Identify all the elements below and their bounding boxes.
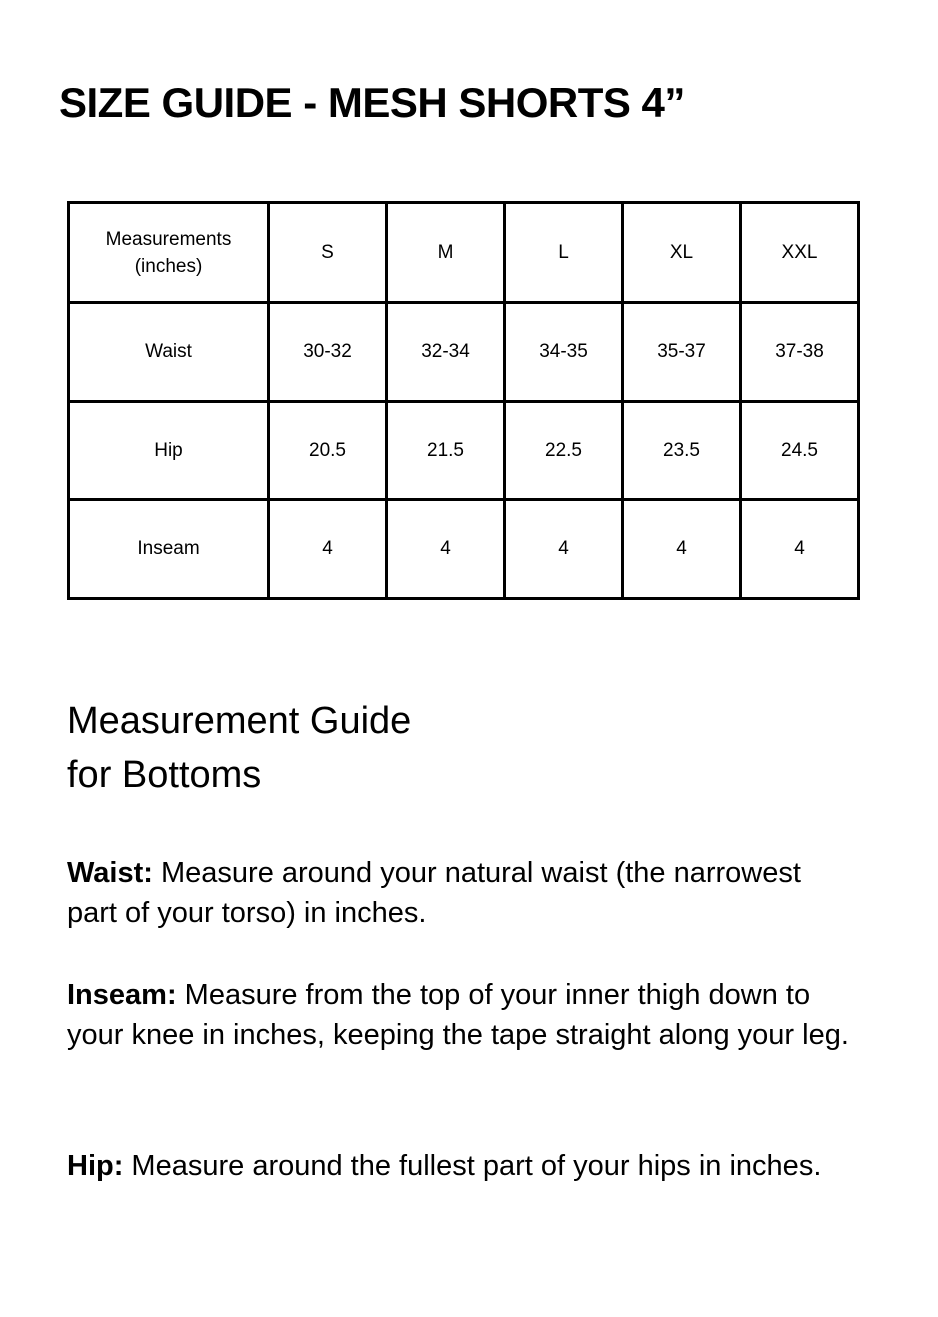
guide-term: Waist: — [67, 857, 153, 889]
row-label: Waist — [69, 303, 269, 402]
table-cell: 4 — [505, 500, 623, 599]
header-size-l: L — [505, 203, 623, 303]
guide-title — [67, 694, 411, 802]
table-cell: 23.5 — [623, 402, 741, 500]
table-cell: 34-35 — [505, 303, 623, 402]
table-cell: 37-38 — [741, 303, 859, 402]
table-row-inseam — [69, 500, 859, 599]
page-title: SIZE GUIDE - MESH SHORTS 4” — [59, 79, 685, 126]
table-cell: 21.5 — [387, 402, 505, 500]
table-header-row — [69, 203, 859, 303]
table-cell: 4 — [741, 500, 859, 599]
header-size-xl: XL — [623, 203, 741, 303]
guide-term: Inseam: — [67, 979, 177, 1011]
guide-item-waist — [67, 853, 857, 933]
table-cell: 30-32 — [269, 303, 387, 402]
header-size-s: S — [269, 203, 387, 303]
row-label: Inseam — [69, 500, 269, 599]
guide-item-hip — [67, 1146, 857, 1186]
header-size-m: M — [387, 203, 505, 303]
guide-title-line1: Measurement Guide — [67, 700, 412, 742]
header-measurements-line1: Measurements — [105, 228, 232, 250]
guide-text: Measure around your natural waist (the narrowest part of your torso) in inches. — [67, 857, 801, 929]
row-label: Hip — [69, 402, 269, 500]
table-cell: 4 — [623, 500, 741, 599]
table-row-hip — [69, 402, 859, 500]
table-cell: 4 — [387, 500, 505, 599]
guide-item-inseam — [67, 975, 857, 1055]
header-measurements-line2: (inches) — [134, 255, 203, 277]
header-size-xxl: XXL — [741, 203, 859, 303]
guide-term: Hip: — [67, 1150, 124, 1182]
table-cell: 32-34 — [387, 303, 505, 402]
guide-title-line2: for Bottoms — [67, 754, 262, 796]
header-measurements — [69, 203, 269, 303]
table-cell: 24.5 — [741, 402, 859, 500]
table-cell: 4 — [269, 500, 387, 599]
size-table — [67, 201, 860, 600]
table-cell: 22.5 — [505, 402, 623, 500]
table-cell: 20.5 — [269, 402, 387, 500]
guide-text: Measure from the top of your inner thigh down to your knee in inches, keeping the tape straight along your leg. — [67, 979, 849, 1051]
table-row-waist — [69, 303, 859, 402]
table-cell: 35-37 — [623, 303, 741, 402]
guide-text: Measure around the fullest part of your hips in inches. — [123, 1150, 822, 1182]
